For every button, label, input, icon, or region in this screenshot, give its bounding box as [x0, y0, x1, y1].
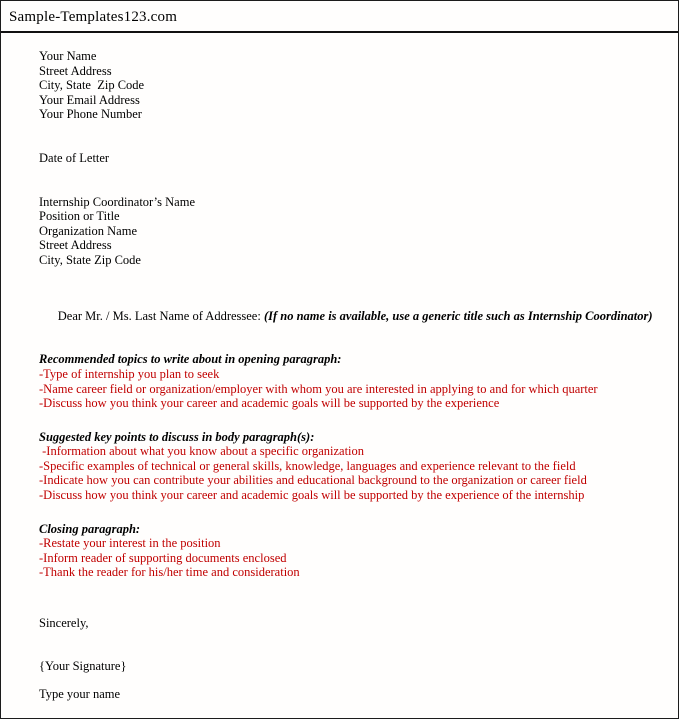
section-point: -Name career field or organization/employer with whom you are interested in applying to and for which quarter	[39, 381, 598, 396]
sender-address-block	[39, 49, 658, 122]
typed-name-line: Type your name	[39, 687, 121, 702]
section-point: -Type of internship you plan to seek	[39, 366, 220, 381]
salutation-plain-text: Dear Mr. / Ms. Last Name of Addressee:	[57, 309, 264, 324]
sender-phone-line: Your Phone Number	[39, 107, 142, 122]
closing-block	[39, 616, 658, 631]
typed-name-block	[39, 687, 658, 702]
section-point: -Thank the reader for his/her time and consideration	[39, 565, 300, 580]
letter-body	[1, 33, 678, 702]
recipient-address-block	[39, 195, 658, 268]
recipient-city-line: City, State Zip Code	[39, 252, 141, 267]
closing-line: Sincerely,	[39, 616, 89, 631]
section-point: -Discuss how you think your career and academic goals will be supported by the experience	[39, 396, 500, 411]
date-block	[39, 151, 658, 166]
section-opening-paragraph	[39, 352, 658, 410]
section-body-paragraphs	[39, 430, 658, 503]
date-line: Date of Letter	[39, 150, 110, 165]
recipient-title-line: Position or Title	[39, 209, 120, 224]
site-name: Sample-Templates123.com	[9, 9, 178, 25]
section-heading: Recommended topics to write about in opening paragraph:	[39, 352, 342, 367]
section-point: -Inform reader of supporting documents enclosed	[39, 550, 287, 565]
sender-city-line: City, State Zip Code	[39, 78, 145, 93]
section-heading: Closing paragraph:	[39, 521, 141, 536]
sender-street-line: Street Address	[39, 63, 112, 78]
recipient-org-line: Organization Name	[39, 223, 137, 238]
section-heading: Suggested key points to discuss in body paragraph(s):	[39, 429, 315, 444]
signature-block	[39, 659, 658, 674]
recipient-street-line: Street Address	[39, 238, 112, 253]
section-point: -Indicate how you can contribute your abilities and educational background to the organization or career field	[39, 473, 587, 488]
section-point: -Specific examples of technical or general skills, knowledge, languages and experience relevant to the field	[39, 458, 576, 473]
section-point: -Information about what you know about a specific organization	[39, 444, 365, 459]
sender-email-line: Your Email Address	[39, 92, 140, 107]
signature-placeholder: {Your Signature}	[39, 658, 127, 673]
site-header	[1, 1, 678, 33]
salutation-line	[39, 295, 658, 339]
recipient-name-line: Internship Coordinator’s Name	[39, 194, 195, 209]
section-point: -Discuss how you think your career and academic goals will be supported by the experience of the internship	[39, 488, 585, 503]
sender-name-line: Your Name	[39, 49, 97, 63]
section-point: -Restate your interest in the position	[39, 536, 221, 551]
salutation-italic-note: (If no name is available, use a generic title such as Internship Coordinator)	[263, 309, 653, 324]
section-closing-paragraph	[39, 522, 658, 580]
